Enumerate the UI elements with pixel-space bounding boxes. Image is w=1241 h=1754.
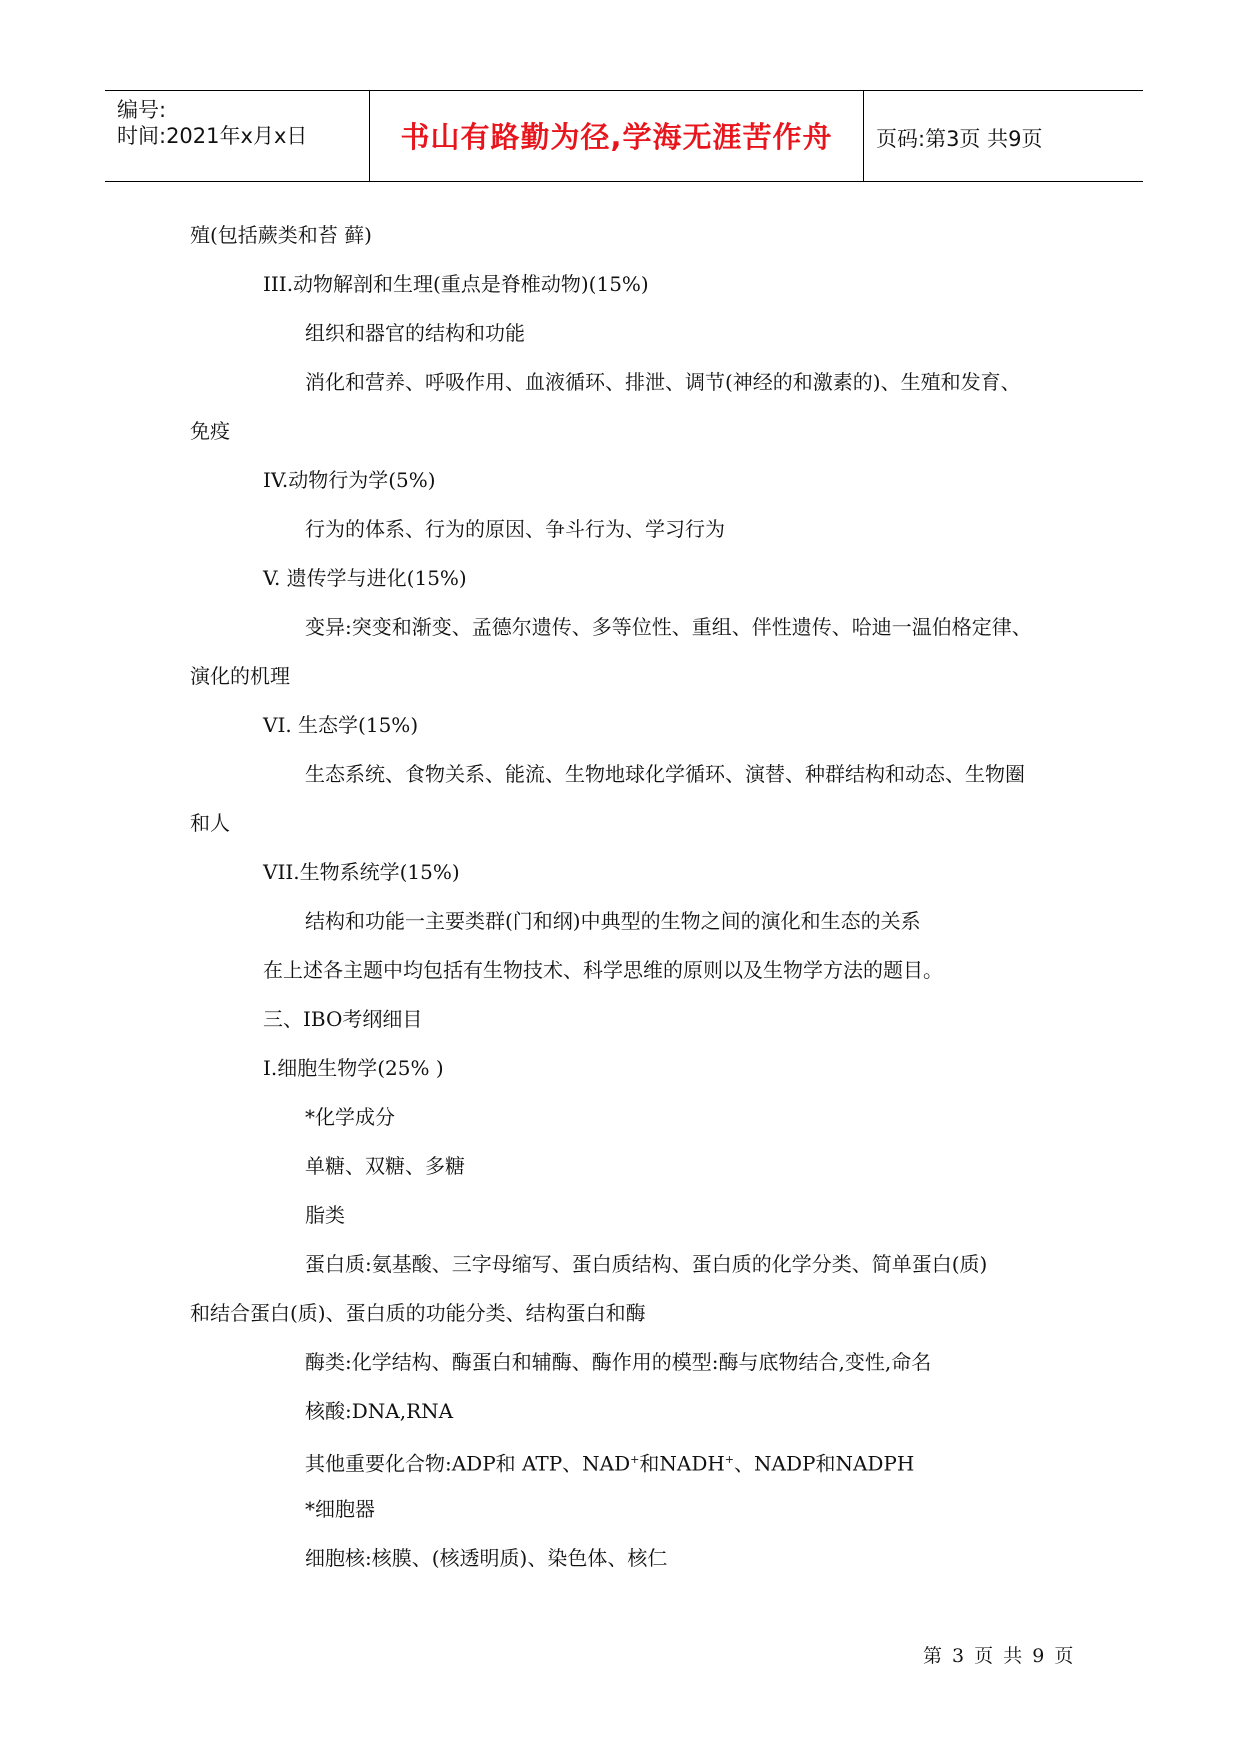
body-line: 单糖、双糖、多糖 xyxy=(305,1154,465,1178)
body-line: 细胞核:核膜、(核透明质)、染色体、核仁 xyxy=(305,1546,668,1570)
superscript-plus: + xyxy=(630,1453,640,1466)
section-heading: I.细胞生物学(25% ) xyxy=(263,1056,444,1080)
header-meta-cell xyxy=(105,91,370,181)
body-line: 组织和器官的结构和功能 xyxy=(305,321,525,345)
body-line: 脂类 xyxy=(305,1203,345,1227)
superscript-plus: + xyxy=(724,1453,735,1466)
section-heading: V. 遗传学与进化(15%) xyxy=(263,566,467,590)
section-heading: 三、IBO考纲细目 xyxy=(263,1007,423,1031)
text-run: 、NADP和NADPH xyxy=(734,1451,915,1476)
body-line: 核酸:DNA,RNA xyxy=(305,1399,454,1423)
subsection-heading: *细胞器 xyxy=(305,1497,375,1521)
body-line xyxy=(305,1447,914,1477)
header-page-number: 页码:第3页 共9页 xyxy=(876,127,1043,151)
body-line: 和人 xyxy=(190,811,230,835)
section-heading: IV.动物行为学(5%) xyxy=(263,468,436,492)
body-line: 演化的机理 xyxy=(190,664,290,688)
body-line: 在上述各主题中均包括有生物技术、科学思维的原则以及生物学方法的题目。 xyxy=(263,958,943,982)
body-line: 生态系统、食物关系、能流、生物地球化学循环、演替、种群结构和动态、生物圈 xyxy=(305,762,1025,786)
document-number-label: 编号: xyxy=(117,98,167,122)
body-line: 行为的体系、行为的原因、争斗行为、学习行为 xyxy=(305,517,725,541)
text-run: 和NADH xyxy=(639,1451,725,1476)
section-heading: VI. 生态学(15%) xyxy=(263,713,419,737)
subsection-heading: *化学成分 xyxy=(305,1105,395,1129)
page-header xyxy=(105,90,1143,182)
body-line: 结构和功能一主要类群(门和纲)中典型的生物之间的演化和生态的关系 xyxy=(305,909,921,933)
header-motto: 书山有路勤为径,学海无涯苦作舟 xyxy=(400,120,833,154)
header-motto-cell xyxy=(370,91,864,181)
body-line: 酶类:化学结构、酶蛋白和辅酶、酶作用的模型:酶与底物结合,变性,命名 xyxy=(305,1350,932,1374)
text-run: 其他重要化合物:ADP和 ATP、NAD xyxy=(305,1451,631,1476)
body-line: 蛋白质:氨基酸、三字母缩写、蛋白质结构、蛋白质的化学分类、简单蛋白(质) xyxy=(305,1252,988,1276)
header-page-cell xyxy=(864,91,1143,181)
body-line: 免疫 xyxy=(190,419,230,443)
body-line: 变异:突变和渐变、孟德尔遗传、多等位性、重组、伴性遗传、哈迪一温伯格定律、 xyxy=(305,615,1032,639)
body-line: 和结合蛋白(质)、蛋白质的功能分类、结构蛋白和酶 xyxy=(190,1301,646,1325)
section-heading: III.动物解剖和生理(重点是脊椎动物)(15%) xyxy=(263,272,649,296)
document-time-label: 时间:2021年x月x日 xyxy=(117,124,308,148)
body-line: 殖(包括蕨类和苔 藓) xyxy=(190,223,372,247)
page-footer: 第 3 页 共 9 页 xyxy=(923,1645,1076,1667)
section-heading: VII.生物系统学(15%) xyxy=(263,860,460,884)
body-line: 消化和营养、呼吸作用、血液循环、排泄、调节(神经的和激素的)、生殖和发育、 xyxy=(305,370,1021,394)
